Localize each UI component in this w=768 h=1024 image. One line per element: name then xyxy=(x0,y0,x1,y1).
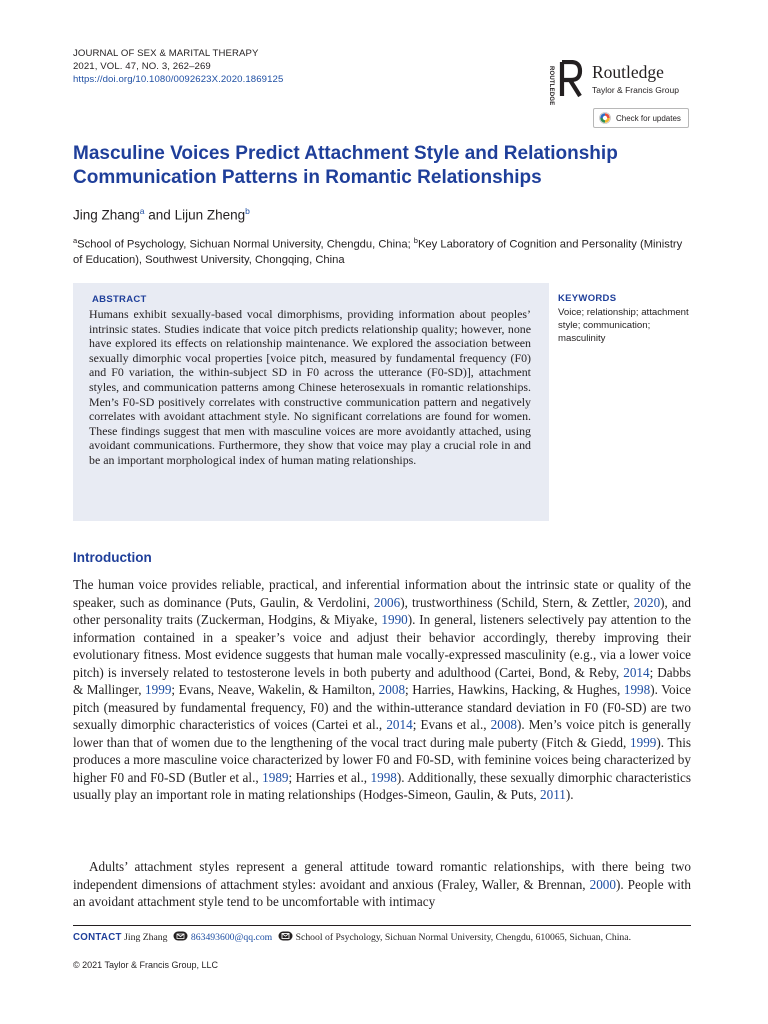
paragraph-text: ). xyxy=(565,787,574,802)
affiliation-marker[interactable]: b xyxy=(245,206,250,216)
paragraph-text: ). Men’s voice pitch is generally lower than that of women due to the lengthening of the vocal tract during male puberty (Fitch & Giedd, xyxy=(73,717,691,750)
contact-info xyxy=(73,931,691,944)
citation-year-link[interactable]: 1989 xyxy=(262,769,289,785)
contact-name: Jing Zhang xyxy=(124,932,168,943)
paragraph-text: ; Evans et al., xyxy=(412,717,491,732)
paragraph-text: ). People with an avoidant attachment style tend to be uncomfortable with intimacy xyxy=(73,876,692,909)
routledge-r-icon xyxy=(558,60,584,98)
keywords-heading: KEYWORDS xyxy=(558,293,617,304)
footer-divider xyxy=(73,925,691,926)
citation-year-link[interactable]: 1999 xyxy=(145,682,172,697)
paragraph-text: The human voice provides reliable, practical, and inferential information about the intrinsic state or quality of the speaker, such as dominance (Puts, Gaulin, & Verdolini, xyxy=(73,577,691,610)
copyright-notice: © 2021 Taylor & Francis Group, LLC xyxy=(73,960,219,970)
abstract-heading: ABSTRACT xyxy=(92,294,147,305)
check-for-updates-button[interactable] xyxy=(593,108,689,128)
citation-year-link[interactable]: 2006 xyxy=(373,594,401,610)
affiliations xyxy=(73,233,693,269)
article-title: Masculine Voices Predict Attachment Style and Relationship Communication Patterns in Romantic Relationships xyxy=(73,143,618,188)
paragraph-text: ; Dabbs & Mallinger, xyxy=(73,664,691,697)
paragraph-text: ). Voice pitch (measured by fundamental frequency, F0) and the within-utterance standard deviation in F0 (F0-SD) are two sexually dimorphic characteristics of voices (Cartei et al., xyxy=(73,682,691,732)
affiliation-b: Key Laboratory of Cognition and Personality (Ministry of Education), Southwest University, Chongqing, China xyxy=(73,238,683,267)
paragraph-text: ). This produces a more masculine voice characterized by lower F0 and F0-SD, with feminine voices being characterized by higher F0 and F0-SD (Butler et al., xyxy=(73,734,691,785)
author-name[interactable]: Lijun Zheng xyxy=(174,207,246,223)
update-badge-icon xyxy=(599,112,611,124)
affiliation-marker: a xyxy=(73,236,78,245)
publisher-group: Taylor & Francis Group xyxy=(592,85,679,95)
affiliation-a: School of Psychology, Sichuan Normal University, Chengdu, China; xyxy=(77,238,414,251)
paragraph-text: ), trustworthiness (Schild, Stern, & Zettler, xyxy=(400,594,634,610)
affiliation-marker: b xyxy=(413,236,418,245)
citation-year-link[interactable]: 2008 xyxy=(490,717,518,732)
body-paragraph xyxy=(73,576,691,804)
paragraph-text: ; Harries, Hawkins, Hacking, & Hughes, xyxy=(405,682,624,697)
paragraph-text: Adults’ attachment styles represent a general attitude toward romantic relationships, with there being two independent dimensions of attachment styles: avoidant and anxious (Fraley, Waller, & Brennan, xyxy=(73,859,691,892)
publisher-name: Routledge xyxy=(592,62,664,82)
citation-year-link[interactable]: 1990 xyxy=(381,612,408,627)
citation-year-link[interactable]: 2020 xyxy=(633,594,661,610)
body-paragraph xyxy=(73,858,691,911)
author-separator: and xyxy=(144,207,175,223)
routledge-vertical-text: ROUTLEDGE xyxy=(548,66,554,106)
contact-address: School of Psychology, Sichuan Normal University, Chengdu, 610065, Sichuan, China. xyxy=(295,932,631,943)
journal-issue: 2021, VOL. 47, NO. 3, 262–269 xyxy=(73,61,211,72)
citation-year-link[interactable]: 1998 xyxy=(623,682,651,697)
paragraph-text: ; Evans, Neave, Wakelin, & Hamilton, xyxy=(171,682,379,697)
authors xyxy=(73,206,250,223)
citation-year-link[interactable]: 2014 xyxy=(386,717,413,732)
paragraph-text: ). Additionally, these sexually dimorphic characteristics usually play an important role in mating relationships (Hodges-Simeon, Gaulin, & Puts, xyxy=(73,769,691,802)
citation-year-link[interactable]: 1998 xyxy=(370,769,397,785)
citation-year-link[interactable]: 2008 xyxy=(378,682,406,697)
check-for-updates-label: Check for updates xyxy=(616,113,681,123)
contact-label: CONTACT xyxy=(73,932,122,943)
section-heading-introduction: Introduction xyxy=(73,550,152,565)
address-icon xyxy=(278,931,293,941)
citation-year-link[interactable]: 1999 xyxy=(630,734,657,750)
email-icon xyxy=(173,931,188,941)
journal-name: JOURNAL OF SEX & MARITAL THERAPY xyxy=(73,48,259,59)
citation-year-link[interactable]: 2014 xyxy=(623,664,650,680)
paragraph-text: ; Harries et al., xyxy=(288,769,371,785)
paragraph-text: ), and other personality traits (Zuckerman, Hodgins, & Miyake, xyxy=(73,594,691,627)
paragraph-text: ). In general, listeners selectively pay attention to the information contained in a speaker’s voice and adjust their behavior accordingly, thereby improving their evolutionary fitness. Most evidence suggests that human male vocally-expressed masculinity (e.g., via a lower voice pitch) is inversely related to testosterone levels in both puberty and adulthood (Cartei, Bond, & Reby, xyxy=(73,612,691,680)
affiliation-marker[interactable]: a xyxy=(139,206,145,216)
citation-year-link[interactable]: 2011 xyxy=(540,787,566,802)
contact-email-link[interactable]: 863493600@qq.com xyxy=(190,932,273,943)
doi-link[interactable]: https://doi.org/10.1080/0092623X.2020.1869125 xyxy=(73,74,284,85)
author-name[interactable]: Jing Zhang xyxy=(73,207,140,223)
citation-year-link[interactable]: 2000 xyxy=(589,876,616,892)
abstract-text: Humans exhibit sexually-based vocal dimorphisms, providing information about peoples’ intrinsic states. Studies indicate that voice pitch predicts relationship quality; however, none have explored its effects on relationship maintenance. We explored the association between sexually dimorphic vocal properties [voice pitch, measured by fundamental frequency (F0) and F0 variation, the within-subject SD in F0 across the utterance (F0-SD)], attachment styles, and communication patterns among Chinese heterosexuals in romantic relationships. Men’s F0-SD positively correlates with constructive communication pattern and negatively correlates with avoidant attachment style. No significant correlations are found for women. These findings suggest that men with masculine voices are more avoidantly attached, using avoidant communications. Furthermore, they show that voice may play a crucial role in and be an important morphological index of human mating relationships. xyxy=(89,307,531,467)
keywords-list: Voice; relationship; attachment style; communication; masculinity xyxy=(558,307,689,345)
journal-header xyxy=(73,47,283,86)
